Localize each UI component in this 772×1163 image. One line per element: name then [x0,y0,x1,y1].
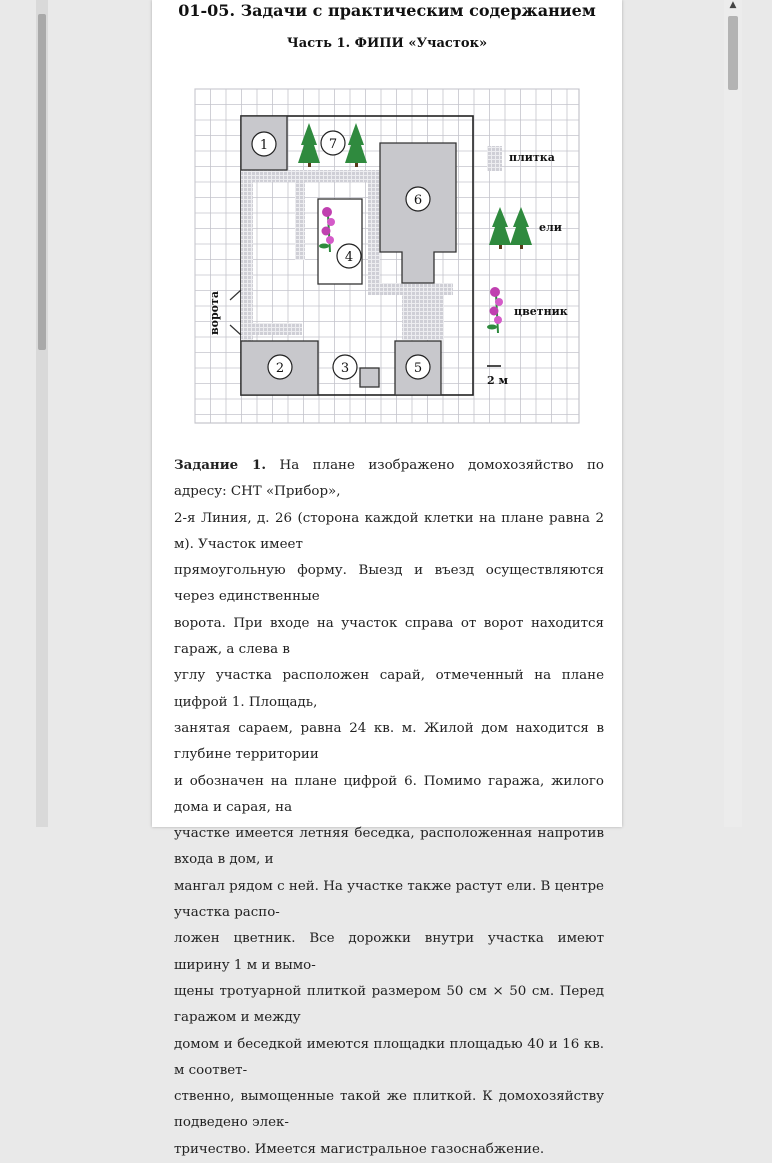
legend-firs: ели [539,221,562,234]
task-line: участке имеется летняя беседка, расположенная напротив входа в дом, и [174,826,604,868]
site-plan [152,0,622,430]
task-line: Задание 1. На плане изображено домохозяйство по адресу: СНТ «Прибор», [174,457,604,500]
label-5: 5 [413,361,423,376]
label-1: 1 [259,138,269,153]
label-2: 2 [275,361,285,376]
gate-label: ворота [208,291,221,335]
task-line: 2-я Линия, д. 26 (сторона каждой клетки на плане равна 2 м). Участок имеет [174,510,604,552]
task-line: углу участка расположен сарай, отмеченный на плане цифрой 1. Площадь, [174,668,604,710]
task-line: прямоугольную форму. Выезд и въезд осуществляются через единственные [174,563,604,605]
label-6: 6 [413,193,423,208]
document-title: 01-05. Задачи с практическим содержанием [178,1,596,20]
left-scrollbar[interactable] [36,0,48,827]
task-line: занятая сараем, равна 24 кв. м. Жилой дом находится в глубине территории [174,720,604,763]
legend-flowerbed: цветник [514,305,568,318]
task-line: мангал рядом с ней. На участке также растут ели. В центре участка распо- [174,878,604,921]
legend-tiles: плитка [509,151,555,164]
grill-building [360,368,379,387]
label-4: 4 [344,250,354,265]
task-text [174,452,604,1163]
tile-legend-swatch [487,146,502,171]
task-line: тричество. Имеется магистральное газоснабжение. [174,1141,545,1157]
task-heading: Задание 1. [174,457,267,473]
task-line: ложен цветник. Все дорожки внутри участка имеют ширину 1 м и вымо- [174,931,604,973]
document-subtitle: Часть 1. ФИПИ «Участок» [286,36,488,51]
label-3: 3 [340,361,350,376]
legend-scale: 2 м [487,374,509,387]
document-page [152,0,622,1157]
right-scroll-thumb[interactable] [728,16,738,90]
task-line: щены тротуарной плиткой размером 50 см × 50 см. Перед гаражом и между [174,983,604,1026]
task-line: ворота. При входе на участок справа от ворот находится гараж, а слева в [174,615,604,658]
label-7: 7 [328,137,338,152]
task-line: домом и беседкой имеются площадки площадью 40 и 16 кв. м соответ- [174,1036,604,1078]
left-scroll-thumb[interactable] [38,14,46,350]
task-line: и обозначен на плане цифрой 6. Помимо гаража, жилого дома и сарая, на [174,773,604,815]
task-line: ственно, вымощенные такой же плиткой. К домохозяйству подведено элек- [174,1089,604,1131]
scroll-up-arrow-icon[interactable]: ▲ [729,0,737,10]
right-scrollbar[interactable] [724,0,742,827]
